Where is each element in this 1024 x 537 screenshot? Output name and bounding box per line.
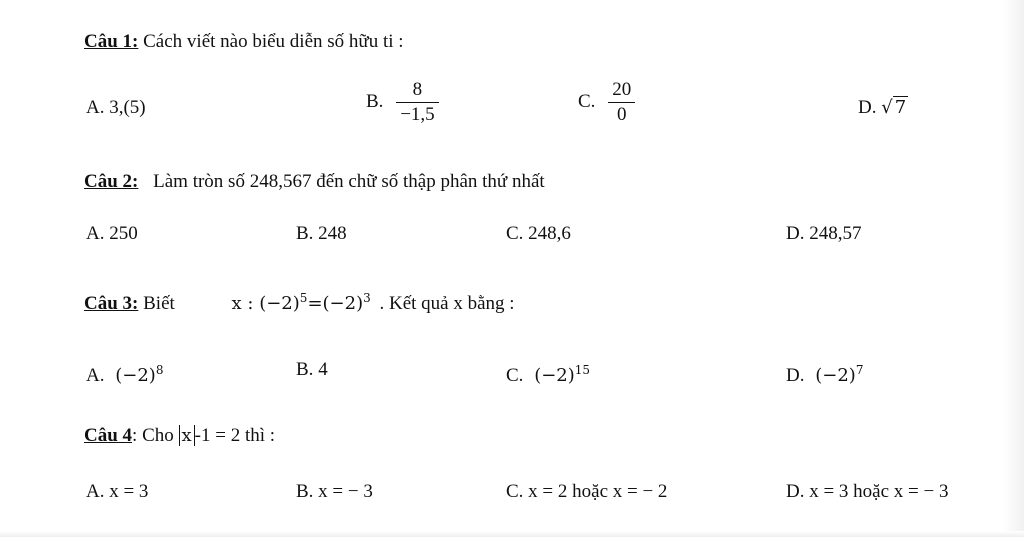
fraction-numerator: 8 [396,80,438,103]
fraction [608,80,635,125]
question-1-label: Câu 1: [84,31,139,52]
fraction [396,80,438,125]
fraction-denominator: 0 [616,104,627,125]
exponent: 5 [299,291,308,305]
question-4-option-b: B. x = − 3 [296,481,373,502]
square-root [881,96,908,120]
question-3-option-d [786,358,863,388]
question-2 [84,170,545,194]
question-3-label: Câu 3: [84,293,139,314]
exponent: 15 [574,363,591,377]
power-base: (−2) [815,365,856,386]
exponent: 3 [363,291,371,305]
question-1-option-c [578,80,635,125]
question-2-text: Làm tròn số 248,567 đến chữ số thập phân thứ nhất [153,171,545,192]
question-3-option-c [506,358,590,388]
radicand: 7 [894,97,907,118]
question-2-label: Câu 2: [84,171,139,192]
radical-sign: √ [881,97,893,118]
question-4-option-d: D. x = 3 hoặc x = − 3 [786,481,949,502]
question-4 [84,424,275,448]
option-value: 4 [318,359,328,380]
equation-left: x : (−2) [231,293,300,314]
power-base: (−2) [534,365,575,386]
option-letter: B. [366,90,384,112]
option-letter: A. [86,97,105,118]
fraction-denominator: −1,5 [400,104,435,125]
question-3-text-before: Biết [143,293,175,314]
question-3-text-after: . Kết quả x bằng : [379,293,515,314]
option-letter: B. [296,359,314,380]
exponent: 8 [155,363,164,377]
question-4-option-a: A. x = 3 [86,481,149,502]
question-4-label: Câu 4 [84,425,133,446]
question-1-option-b [366,80,439,125]
power-expression [534,365,590,386]
question-2-option-d: D. 248,57 [786,223,862,244]
equation-right: =(−2) [307,293,364,314]
power-expression [115,365,163,386]
question-4-option-c: C. x = 2 hoặc x = − 2 [506,481,668,502]
page-edge [1002,0,1024,537]
question-3-option-a [86,358,163,388]
option-letter: C. [578,90,596,112]
power-expression [815,365,863,386]
question-1-text: Cách viết nào biểu diễn số hữu ti : [143,31,404,52]
absolute-value [179,425,195,446]
option-letter: A. [86,365,105,386]
option-value: 3,(5) [109,97,146,118]
absolute-value-inner: x [179,425,195,446]
question-4-text-eq: -1 = 2 thì : [194,425,276,446]
page-bottom-shadow [0,531,1024,537]
question-2-option-b: B. 248 [296,223,347,244]
option-letter: D. [786,365,805,386]
exponent: 7 [855,363,864,377]
question-1-option-a [86,96,146,120]
question-2-option-c: C. 248,6 [506,223,571,244]
question-1-option-d [858,96,908,120]
fraction-numerator: 20 [608,80,635,103]
power-base: (−2) [115,365,156,386]
question-1 [84,30,404,54]
question-4-text-before: : Cho [132,425,174,446]
question-2-option-a: A. 250 [86,223,138,244]
question-3-option-b [296,358,328,382]
question-3 [84,286,515,316]
option-letter: C. [506,365,524,386]
question-3-equation [232,293,371,314]
option-letter: D. [858,97,877,118]
